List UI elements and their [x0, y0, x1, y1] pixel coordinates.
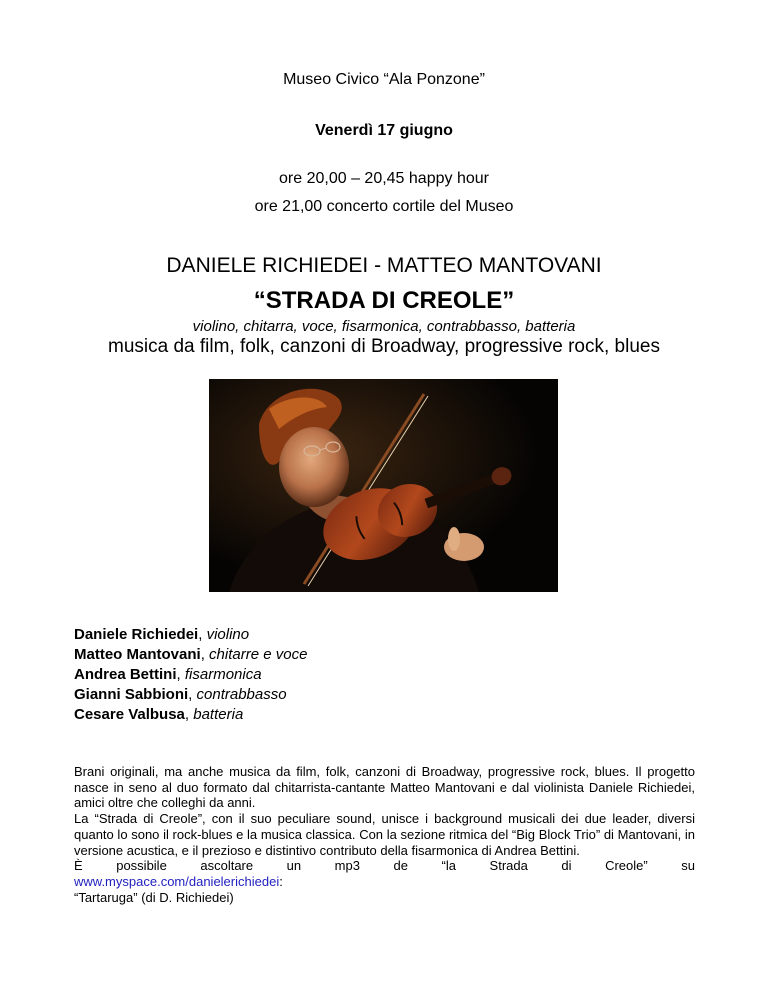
- musician-name: Andrea Bettini: [74, 666, 177, 683]
- violinist-illustration: [209, 379, 558, 592]
- listen-line: [74, 858, 695, 874]
- musician-name: Daniele Richiedei: [74, 626, 199, 643]
- listen-word: su: [681, 858, 695, 874]
- myspace-link[interactable]: www.myspace.com/danielerichiedei: [74, 873, 280, 889]
- musician-name: Gianni Sabbioni: [74, 686, 189, 703]
- lineup-item: Matteo Mantovani, chitarre e voce: [74, 646, 308, 663]
- event-title: “STRADA DI CREOLE”: [253, 287, 515, 314]
- musician-role: fisarmonica: [184, 666, 262, 683]
- lineup-item: Gianni Sabbioni, contrabbasso: [74, 686, 287, 703]
- listen-word: possibile: [116, 858, 167, 874]
- instruments-line: violino, chitarra, voce, fisarmonica, contrabbasso, batteria: [192, 318, 576, 335]
- lineup-item: Cesare Valbusa, batteria: [74, 706, 244, 723]
- listen-word: “la: [441, 858, 456, 874]
- listen-word: È: [74, 858, 83, 874]
- listen-word: di: [561, 858, 572, 874]
- musician-name: Matteo Mantovani: [74, 646, 201, 663]
- listen-word: mp3: [334, 858, 360, 874]
- lineup-item: Andrea Bettini, fisarmonica: [74, 666, 262, 683]
- musician-name: Cesare Valbusa: [74, 706, 185, 723]
- musician-role: violino: [206, 626, 250, 643]
- violinist-photo: [209, 379, 558, 592]
- listen-word: Strada: [489, 858, 528, 874]
- myspace-line: [74, 874, 695, 890]
- listen-word: Creole”: [605, 858, 648, 874]
- artists-heading: DANIELE RICHIEDEI - MATTEO MANTOVANI: [166, 254, 602, 277]
- lineup-item: Daniele Richiedei, violino: [74, 626, 250, 643]
- description-block: [74, 764, 695, 905]
- genres-line: musica da film, folk, canzoni di Broadway, progressive rock, blues: [108, 336, 660, 357]
- musician-role: contrabbasso: [196, 686, 287, 703]
- listen-word: de: [393, 858, 408, 874]
- event-date: Venerdì 17 giugno: [315, 122, 453, 139]
- description-paragraph: La “Strada di Creole”, con il suo peculiare sound, unisce i background musicali dei due leader, diversi quanto lo sono il rock-blues e la musica classica. Con la sezione ritmica del “Big Block Trio” di Mantovani, in versione acustica, e il prezioso e distintivo contributo della fisarmonica di Andrea Bettini.: [74, 811, 695, 858]
- venue-line: Museo Civico “Ala Ponzone”: [283, 71, 485, 88]
- lineup-list: [74, 625, 307, 725]
- happy-hour-time: ore 20,00 – 20,45 happy hour: [279, 170, 489, 187]
- description-paragraph: Brani originali, ma anche musica da film, folk, canzoni di Broadway, progressive rock, blues. Il progetto nasce in seno al duo formato dal chitarrista-cantante Matteo Mantovani e dal violinista Daniele Richiedei, amici oltre che colleghi da anni.: [74, 764, 695, 811]
- track-line: “Tartaruga” (di D. Richiedei): [74, 889, 234, 905]
- musician-role: chitarre e voce: [209, 646, 308, 663]
- musician-role: batteria: [193, 706, 244, 723]
- listen-word: un: [286, 858, 302, 874]
- concert-time: ore 21,00 concerto cortile del Museo: [254, 198, 514, 215]
- listen-word: ascoltare: [200, 858, 254, 874]
- link-suffix: :: [279, 873, 283, 889]
